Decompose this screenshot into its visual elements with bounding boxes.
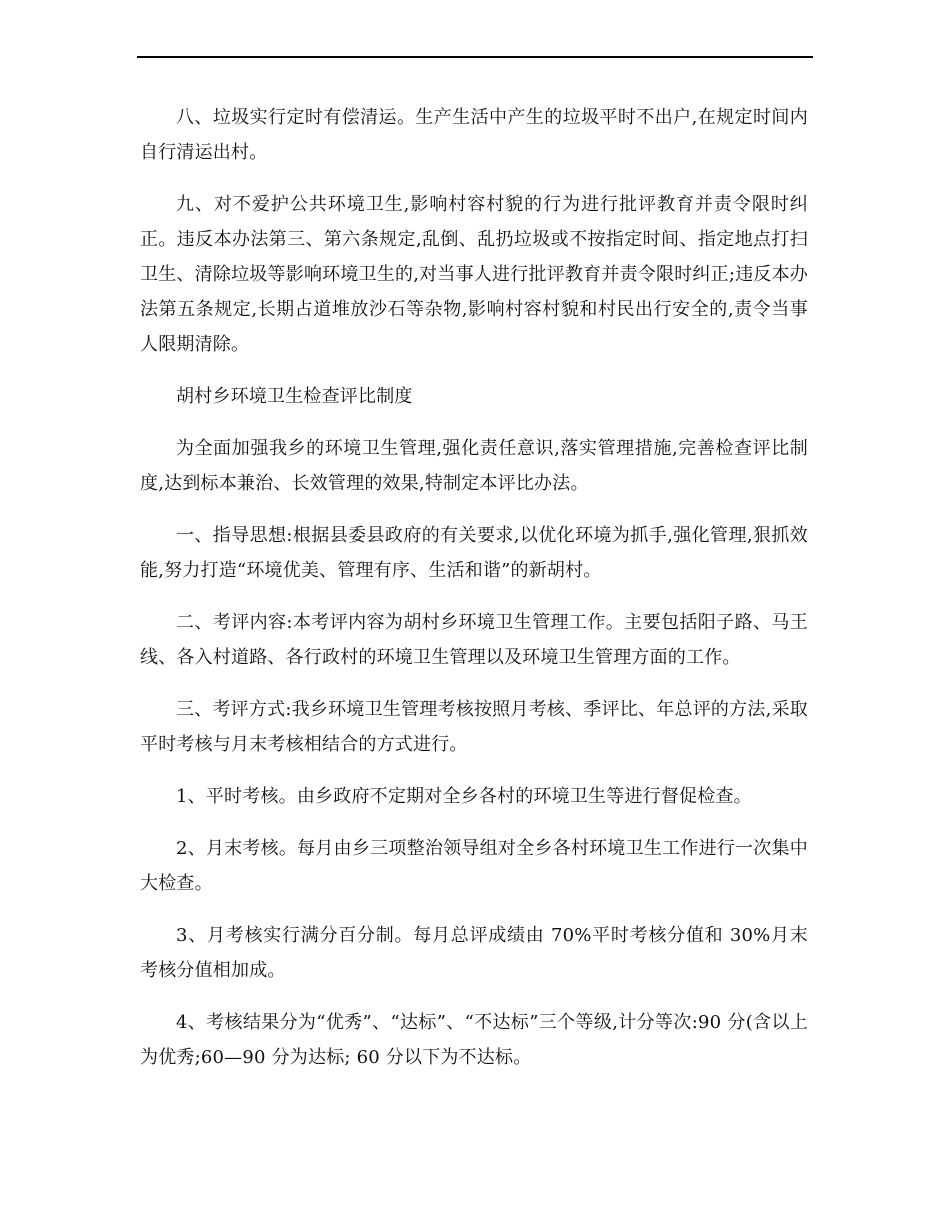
header-rule xyxy=(137,56,813,58)
result-grades-paragraph: 4、考核结果分为“优秀”、“达标”、“不达标”三个等级,计分等次:90 分(含以上为优秀;60—90 分为达标; 60 分以下为不达标。 xyxy=(140,1012,808,1068)
document-body xyxy=(140,100,808,1092)
routine-assessment-paragraph: 1、平时考核。由乡政府不定期对全乡各村的环境卫生等进行督促检查。 xyxy=(176,786,752,807)
intro-paragraph: 为全面加强我乡的环境卫生管理,强化责任意识,落实管理措施,完善检查评比制度,达到标本兼治、长效管理的效果,特制定本评比办法。 xyxy=(140,438,808,494)
paragraph-item-9: 九、对不爱护公共环境卫生,影响村容村貌的行为进行批评教育并责令限时纠正。违反本办法第三、第六条规定,乱倒、乱扔垃圾或不按指定时间、指定地点打扫卫生、清除垃圾等影响环境卫生的,对当事人进行批评教育并责令限时纠正;违反本办法第五条规定,长期占道堆放沙石等杂物,影响村容村貌和村民出行安全的,责令当事人限期清除。 xyxy=(140,194,808,355)
paragraph-item-8: 八、垃圾实行定时有偿清运。生产生活中产生的垃圾平时不出户,在规定时间内自行清运出村。 xyxy=(140,107,808,163)
section-title: 胡村乡环境卫生检查评比制度 xyxy=(176,386,413,407)
scoring-system-paragraph: 3、月考核实行满分百分制。每月总评成绩由 70%平时考核分值和 30%月末考核分值相加成。 xyxy=(140,925,808,981)
month-end-assessment-paragraph: 2、月末考核。每月由乡三项整治领导组对全乡各村环境卫生工作进行一次集中大检查。 xyxy=(140,838,808,894)
evaluation-content-paragraph: 二、考评内容:本考评内容为胡村乡环境卫生管理工作。主要包括阳子路、马王线、各入村道路、各行政村的环境卫生管理以及环境卫生管理方面的工作。 xyxy=(140,612,808,668)
guiding-principle-paragraph: 一、指导思想:根据县委县政府的有关要求,以优化环境为抓手,强化管理,狠抓效能,努力打造“环境优美、管理有序、生活和谐”的新胡村。 xyxy=(140,525,808,581)
evaluation-method-paragraph: 三、考评方式:我乡环境卫生管理考核按照月考核、季评比、年总评的方法,采取平时考核与月末考核相结合的方式进行。 xyxy=(140,699,808,755)
